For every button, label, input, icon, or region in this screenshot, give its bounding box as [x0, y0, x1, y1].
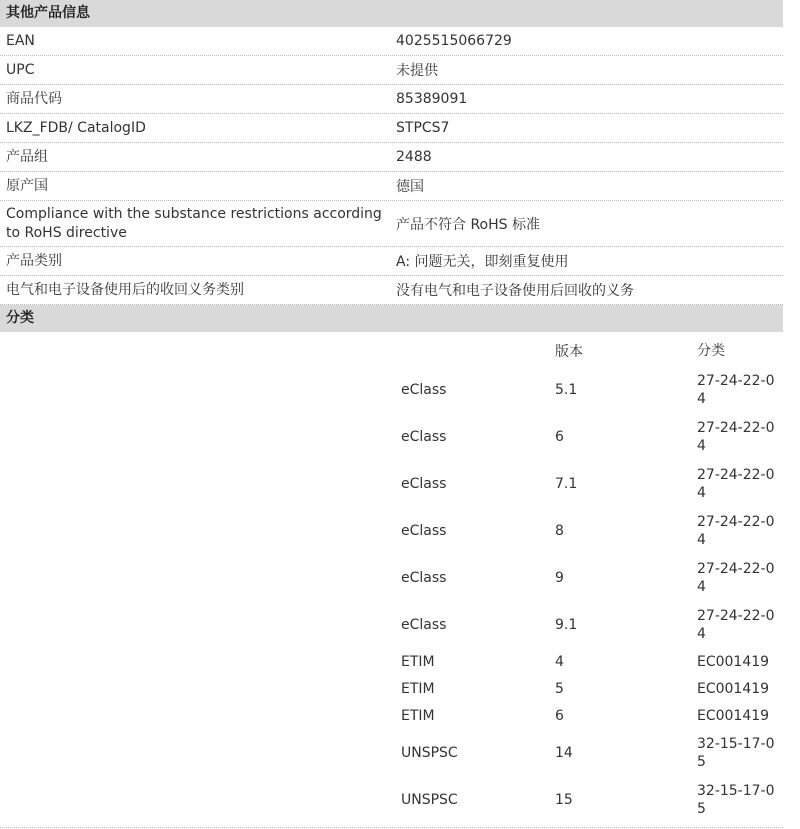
class-system: ETIM: [401, 707, 435, 724]
class-code: EC001419: [697, 653, 770, 670]
info-row-commodity-code: [0, 85, 783, 114]
class-system: ETIM: [401, 653, 435, 670]
info-value: 85389091: [396, 91, 468, 107]
classification-row: [396, 648, 783, 675]
class-system: eClass: [401, 522, 447, 539]
info-value: 没有电气和电子设备使用后回收的义务: [396, 283, 634, 299]
class-code: EC001419: [697, 707, 770, 724]
info-value: 未提供: [396, 63, 438, 79]
info-value: A: 问题无关，即刻重复使用: [396, 254, 569, 270]
class-system: eClass: [401, 428, 447, 445]
info-label: 原产国: [6, 177, 48, 194]
info-value: 德国: [396, 179, 424, 195]
class-version: 15: [555, 791, 573, 808]
class-system: eClass: [401, 475, 447, 492]
class-code: 27-24-22-04: [697, 607, 775, 642]
class-code: 27-24-22-04: [697, 466, 775, 501]
class-version: 7.1: [555, 475, 578, 492]
class-code: 27-24-22-04: [697, 419, 775, 454]
class-code: 27-24-22-04: [697, 560, 775, 595]
class-version: 14: [555, 744, 573, 761]
info-label: 产品类别: [6, 252, 62, 269]
info-value: 2488: [396, 149, 432, 165]
class-version: 4: [555, 653, 564, 670]
classification-section: [0, 336, 783, 828]
classification-row: [396, 366, 783, 413]
info-label: 产品组: [6, 148, 48, 165]
class-version: 6: [555, 707, 564, 724]
info-row-product-group: [0, 143, 783, 172]
info-value: 产品不符合 RoHS 标准: [396, 216, 540, 233]
class-code: 27-24-22-04: [697, 372, 775, 407]
class-system: UNSPSC: [401, 744, 458, 761]
info-value: 4025515066729: [396, 33, 512, 49]
column-header-class: 分类: [697, 343, 725, 359]
section-header-classification: 分类: [0, 305, 783, 332]
info-label: Compliance with the substance restrictions according to RoHS directive: [6, 205, 382, 241]
class-code: 27-24-22-04: [697, 513, 775, 548]
class-system: eClass: [401, 616, 447, 633]
class-code: 32-15-17-05: [697, 782, 775, 817]
classification-row: [396, 675, 783, 702]
class-code: 32-15-17-05: [697, 735, 775, 770]
classification-row: [396, 554, 783, 601]
class-system: eClass: [401, 381, 447, 398]
info-row-country-of-origin: [0, 172, 783, 201]
info-row-rohs-compliance: [0, 201, 783, 247]
classification-row: [396, 729, 783, 776]
info-value: STPCS7: [396, 120, 450, 136]
info-label: EAN: [6, 32, 35, 49]
class-version: 9.1: [555, 616, 578, 633]
info-label: LKZ_FDB/ CatalogID: [6, 119, 146, 136]
class-system: UNSPSC: [401, 791, 458, 808]
classification-row: [396, 702, 783, 729]
classification-table: [396, 336, 783, 823]
info-row-ean: [0, 27, 783, 56]
class-version: 5.1: [555, 381, 578, 398]
info-label: 商品代码: [6, 90, 62, 107]
section-header-other-info: 其他产品信息: [0, 0, 783, 27]
class-version: 5: [555, 680, 564, 697]
classification-row: [396, 776, 783, 823]
info-label: 电气和电子设备使用后的收回义务类别: [6, 281, 244, 298]
class-system: eClass: [401, 569, 447, 586]
classification-row: [396, 507, 783, 554]
classification-row: [396, 460, 783, 507]
info-row-upc: [0, 56, 783, 85]
classification-header-row: [396, 336, 783, 366]
column-header-version: 版本: [555, 344, 583, 360]
info-row-weee-category: [0, 276, 783, 305]
info-row-catalog-id: [0, 114, 783, 143]
class-version: 8: [555, 522, 564, 539]
classification-row: [396, 413, 783, 460]
class-version: 6: [555, 428, 564, 445]
info-label: UPC: [6, 61, 35, 78]
class-system: ETIM: [401, 680, 435, 697]
class-code: EC001419: [697, 680, 770, 697]
info-row-product-category: [0, 247, 783, 276]
classification-row: [396, 601, 783, 648]
class-version: 9: [555, 569, 564, 586]
